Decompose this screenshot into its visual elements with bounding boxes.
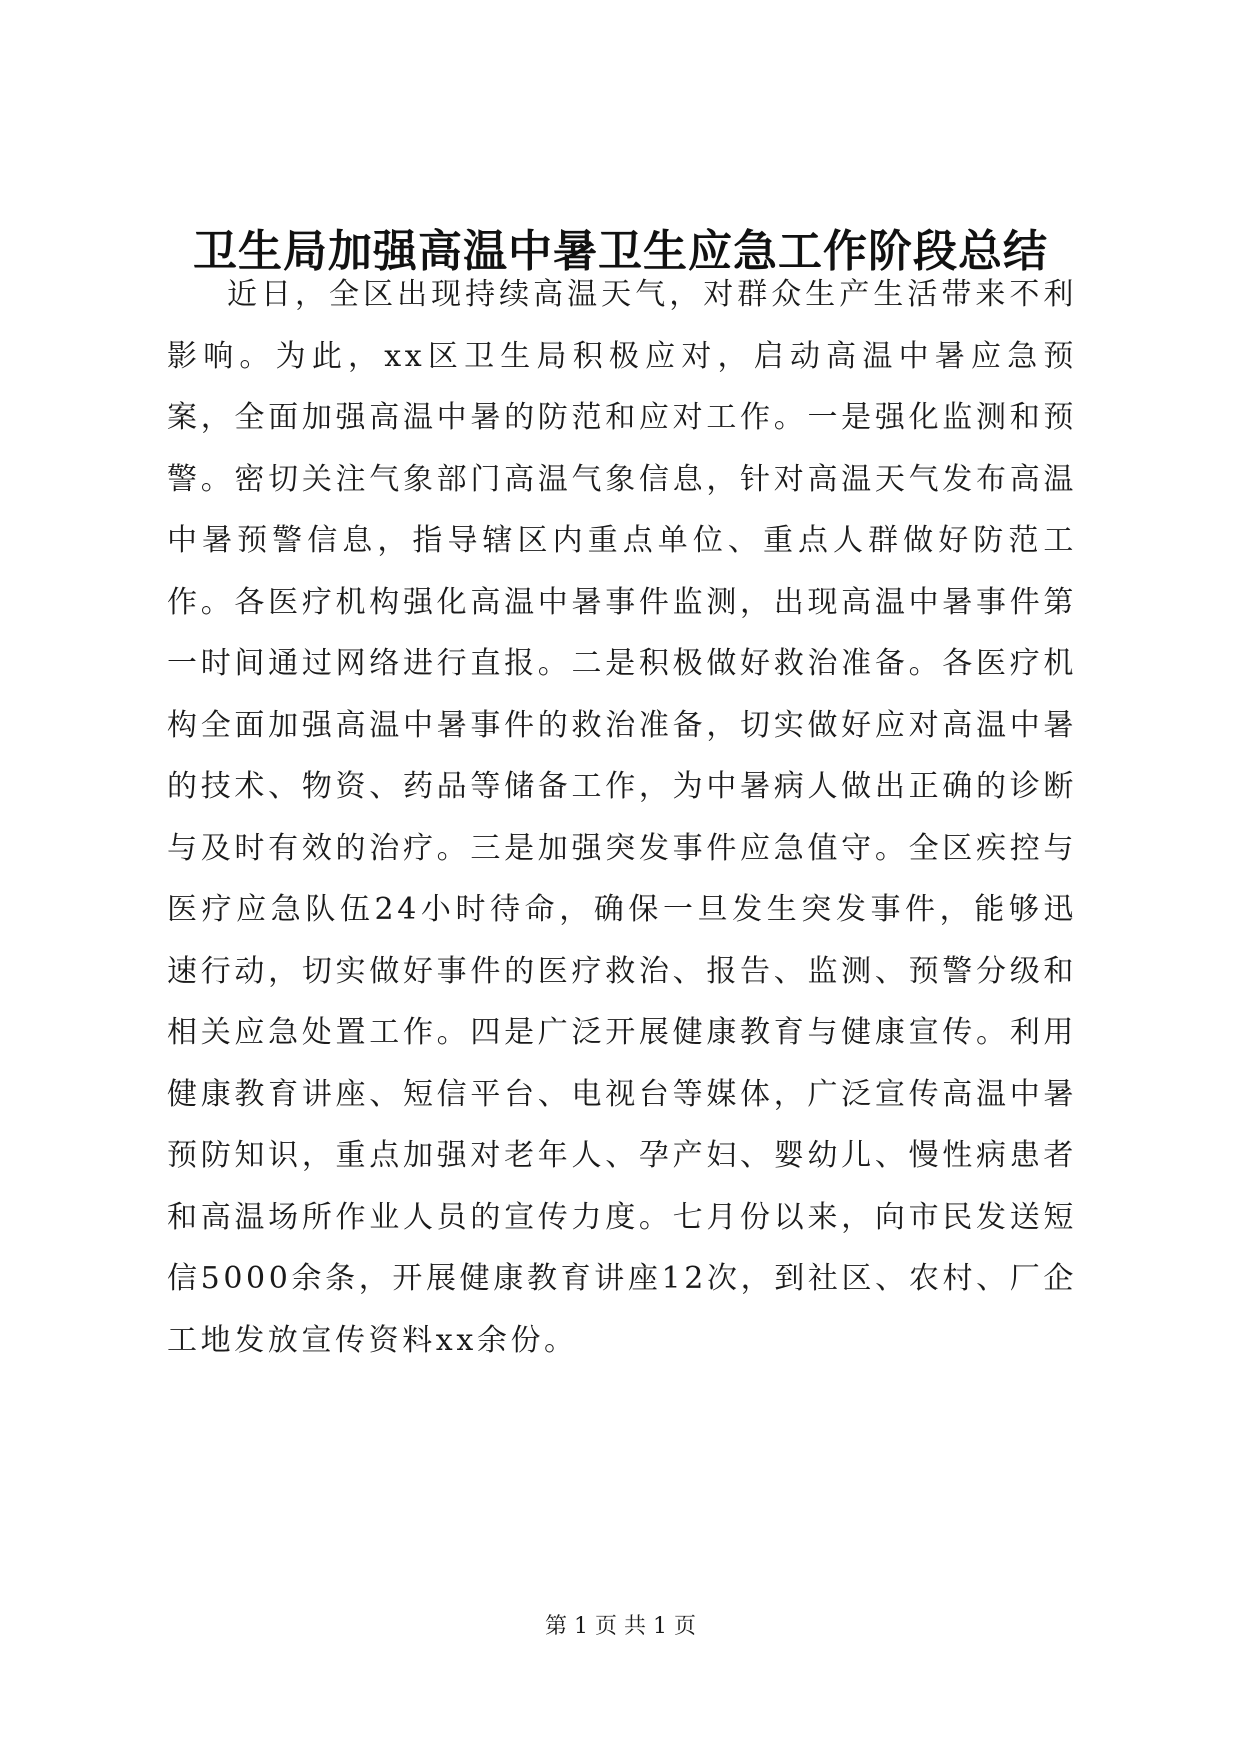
document-title: 卫生局加强高温中暑卫生应急工作阶段总结 [193,226,1048,277]
document-body-paragraph: 近日，全区出现持续高温天气，对群众生产生活带来不利影响。为此，xx区卫生局积极应对，启动高温中暑应急预案，全面加强高温中暑的防范和应对工作。一是强化监测和预警。密切关注气象部门高温气象信息，针对高温天气发布高温中暑预警信息，指导辖区内重点单位、重点人群做好防范工作。各医疗机构强化高温中暑事件监测，出现高温中暑事件第一时间通过网络进行直报。二是积极做好救治准备。各医疗机构全面加强高温中暑事件的救治准备，切实做好应对高温中暑的技术、物资、药品等储备工作，为中暑病人做出正确的诊断与及时有效的治疗。三是加强突发事件应急值守。全区疾控与医疗应急队伍24小时待命，确保一旦发生突发事件，能够迅速行动，切实做好事件的医疗救治、报告、监测、预警分级和相关应急处置工作。四是广泛开展健康教育与健康宣传。利用健康教育讲座、短信平台、电视台等媒体，广泛宣传高温中暑预防知识，重点加强对老年人、孕产妇、婴幼儿、慢性病患者和高温场所作业人员的宣传力度。七月份以来，向市民发送短信5000余条，开展健康教育讲座12次，到社区、农村、厂企工地发放宣传资料xx余份。 [167,277,1077,1358]
page-number-footer: 第 1 页 共 1 页 [545,1614,696,1639]
